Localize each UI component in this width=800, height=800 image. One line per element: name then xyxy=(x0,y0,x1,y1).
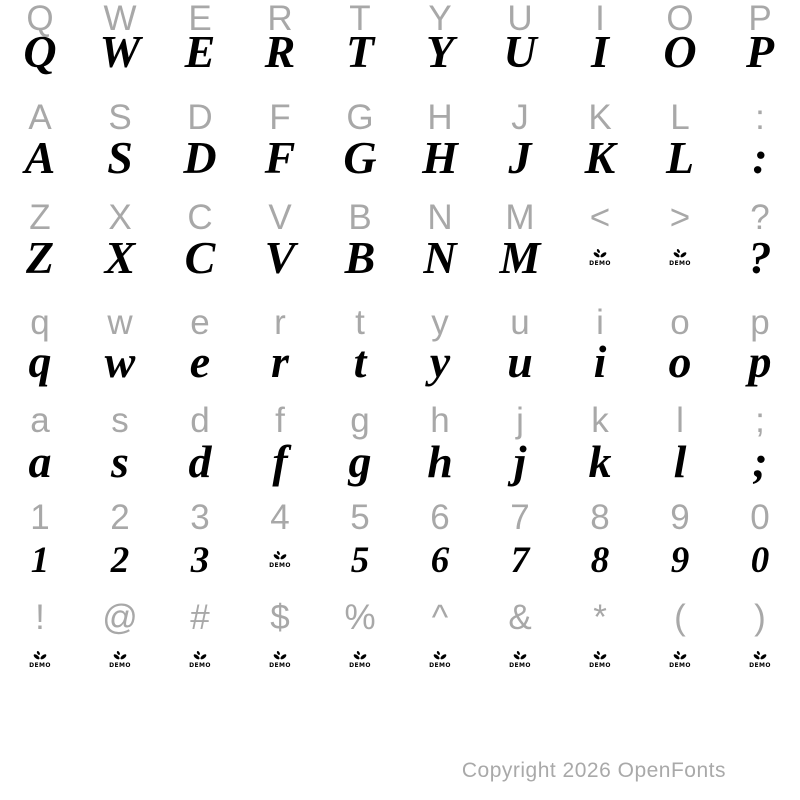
reference-glyph-t: t xyxy=(355,302,365,342)
reference-glyph-:: : xyxy=(755,97,765,137)
demo-glyph xyxy=(720,642,800,678)
script-glyph-t: t xyxy=(353,336,367,387)
reference-glyph-M: M xyxy=(505,197,535,237)
demo-glyph xyxy=(640,230,720,286)
demo-label: DEMO xyxy=(429,662,451,669)
demo-label: DEMO xyxy=(669,260,691,267)
script-glyph-T: T xyxy=(345,26,375,77)
script-glyph-e: e xyxy=(189,336,211,387)
demo-glyph-stack xyxy=(269,651,291,669)
script-glyph-k: k xyxy=(588,436,612,487)
lower-row1-script xyxy=(0,334,800,390)
demo-ornament-icon xyxy=(272,651,288,661)
reference-glyph-j: j xyxy=(516,400,524,440)
demo-label: DEMO xyxy=(269,562,291,569)
reference-glyph-E: E xyxy=(188,0,212,38)
reference-glyph-B: B xyxy=(348,197,372,237)
reference-glyph-%: % xyxy=(344,597,376,637)
reference-glyph-u: u xyxy=(510,302,530,342)
script-glyph-y: y xyxy=(429,336,451,387)
demo-ornament-icon xyxy=(192,651,208,661)
lower-row2-reference xyxy=(0,402,800,438)
script-glyph-I: I xyxy=(591,26,609,77)
reference-glyph-D: D xyxy=(187,97,213,137)
script-glyph-L: L xyxy=(665,132,695,183)
reference-glyph-G: G xyxy=(346,97,374,137)
reference-glyph-i: i xyxy=(596,302,604,342)
script-glyph-i: i xyxy=(593,336,607,387)
demo-ornament-icon xyxy=(272,551,288,561)
reference-glyph-2: 2 xyxy=(110,497,130,537)
demo-label: DEMO xyxy=(589,662,611,669)
reference-glyph-Q: Q xyxy=(26,0,54,38)
reference-glyph-;: ; xyxy=(755,400,765,440)
demo-ornament-icon xyxy=(512,651,528,661)
demo-glyph-stack xyxy=(349,651,371,669)
demo-glyph xyxy=(560,230,640,286)
reference-glyph-a: a xyxy=(30,400,50,440)
reference-glyph-$: $ xyxy=(270,597,290,637)
script-glyph-M: M xyxy=(499,232,541,283)
script-glyph-9: 9 xyxy=(670,539,690,581)
reference-glyph-8: 8 xyxy=(590,497,610,537)
demo-glyph-stack xyxy=(749,651,771,669)
demo-ornament-icon xyxy=(672,651,688,661)
symbols-script-demo xyxy=(0,642,800,678)
reference-glyph-T: T xyxy=(349,0,371,38)
script-glyph-U: U xyxy=(503,26,537,77)
script-glyph-:: : xyxy=(752,132,768,183)
reference-glyph-g: g xyxy=(350,400,370,440)
script-glyph-;: ; xyxy=(752,436,768,487)
reference-glyph-9: 9 xyxy=(670,497,690,537)
demo-glyph-stack xyxy=(269,551,291,569)
reference-glyph-*: * xyxy=(593,597,607,637)
reference-glyph-): ) xyxy=(754,597,766,637)
script-glyph-K: K xyxy=(584,132,616,183)
demo-glyph-stack xyxy=(589,249,611,267)
script-glyph-o: o xyxy=(668,336,692,387)
reference-glyph-p: p xyxy=(750,302,770,342)
script-glyph-a: a xyxy=(28,436,52,487)
reference-glyph-5: 5 xyxy=(350,497,370,537)
reference-glyph-C: C xyxy=(187,197,213,237)
demo-ornament-icon xyxy=(592,249,608,259)
demo-label: DEMO xyxy=(589,260,611,267)
script-glyph-p: p xyxy=(748,336,772,387)
script-glyph-H: H xyxy=(422,132,458,183)
demo-label: DEMO xyxy=(349,662,371,669)
demo-ornament-icon xyxy=(592,651,608,661)
script-glyph-h: h xyxy=(427,436,453,487)
script-glyph-Y: Y xyxy=(425,26,455,77)
reference-glyph-f: f xyxy=(275,400,285,440)
reference-glyph-l: l xyxy=(676,400,684,440)
reference-glyph-O: O xyxy=(666,0,694,38)
demo-label: DEMO xyxy=(189,662,211,669)
reference-glyph-S: S xyxy=(108,97,132,137)
script-glyph-O: O xyxy=(663,26,697,77)
demo-ornament-icon xyxy=(432,651,448,661)
demo-glyph xyxy=(160,642,240,678)
reference-glyph-!: ! xyxy=(35,597,45,637)
reference-glyph-^: ^ xyxy=(431,597,449,637)
reference-glyph-F: F xyxy=(269,97,291,137)
demo-label: DEMO xyxy=(109,662,131,669)
reference-glyph-U: U xyxy=(507,0,533,38)
reference-glyph-w: w xyxy=(107,302,133,342)
symbols-reference xyxy=(0,599,800,635)
script-glyph-6: 6 xyxy=(430,539,450,581)
demo-label: DEMO xyxy=(29,662,51,669)
reference-glyph-r: r xyxy=(274,302,286,342)
script-glyph-j: j xyxy=(513,436,527,487)
demo-glyph xyxy=(560,642,640,678)
script-glyph-Q: Q xyxy=(23,26,57,77)
demo-glyph-stack xyxy=(429,651,451,669)
reference-glyph-K: K xyxy=(588,97,612,137)
reference-glyph-I: I xyxy=(595,0,605,38)
reference-glyph->: > xyxy=(669,197,691,237)
script-glyph-u: u xyxy=(507,336,533,387)
reference-glyph-h: h xyxy=(430,400,450,440)
script-glyph-S: S xyxy=(107,132,133,183)
digits-reference xyxy=(0,499,800,535)
reference-glyph-3: 3 xyxy=(190,497,210,537)
script-glyph-q: q xyxy=(28,336,52,387)
reference-glyph-4: 4 xyxy=(270,497,290,537)
demo-glyph-stack xyxy=(509,651,531,669)
reference-glyph-R: R xyxy=(267,0,293,38)
reference-glyph-<: < xyxy=(589,197,611,237)
demo-glyph-stack xyxy=(109,651,131,669)
demo-glyph xyxy=(480,642,560,678)
reference-glyph-Y: Y xyxy=(428,0,452,38)
reference-glyph-J: J xyxy=(511,97,529,137)
caps-row3-script xyxy=(0,230,800,286)
reference-glyph-k: k xyxy=(591,400,609,440)
demo-ornament-icon xyxy=(672,249,688,259)
script-glyph-W: W xyxy=(99,26,141,77)
reference-glyph-q: q xyxy=(30,302,50,342)
demo-glyph-stack xyxy=(669,249,691,267)
reference-glyph-X: X xyxy=(108,197,132,237)
digits-script xyxy=(0,532,800,588)
reference-glyph-(: ( xyxy=(674,597,686,637)
reference-glyph-&: & xyxy=(508,597,532,637)
demo-glyph xyxy=(240,642,320,678)
demo-glyph-stack xyxy=(189,651,211,669)
script-glyph-A: A xyxy=(24,132,56,183)
script-glyph-Z: Z xyxy=(25,232,55,283)
demo-glyph xyxy=(80,642,160,678)
reference-glyph-7: 7 xyxy=(510,497,530,537)
script-glyph-R: R xyxy=(264,26,296,77)
script-glyph-V: V xyxy=(264,232,296,283)
reference-glyph-1: 1 xyxy=(30,497,50,537)
reference-glyph-#: # xyxy=(190,597,210,637)
demo-label: DEMO xyxy=(269,662,291,669)
reference-glyph-y: y xyxy=(431,302,449,342)
caps-row1-script xyxy=(0,24,800,80)
reference-glyph-0: 0 xyxy=(750,497,770,537)
lower-row2-script xyxy=(0,434,800,490)
demo-glyph xyxy=(640,642,720,678)
demo-glyph xyxy=(0,642,80,678)
caps-row2-script xyxy=(0,130,800,186)
script-glyph-P: P xyxy=(745,26,775,77)
script-glyph-2: 2 xyxy=(110,539,130,581)
reference-glyph-@: @ xyxy=(102,597,138,637)
demo-label: DEMO xyxy=(669,662,691,669)
script-glyph-g: g xyxy=(348,436,372,487)
demo-ornament-icon xyxy=(112,651,128,661)
reference-glyph-P: P xyxy=(748,0,772,38)
script-glyph-0: 0 xyxy=(750,539,770,581)
reference-glyph-N: N xyxy=(427,197,453,237)
script-glyph-N: N xyxy=(423,232,457,283)
demo-glyph-stack xyxy=(589,651,611,669)
demo-glyph xyxy=(320,642,400,678)
reference-glyph-W: W xyxy=(103,0,137,38)
script-glyph-X: X xyxy=(104,232,136,283)
demo-ornament-icon xyxy=(752,651,768,661)
script-glyph-B: B xyxy=(344,232,376,283)
demo-ornament-icon xyxy=(352,651,368,661)
copyright-notice: Copyright 2026 OpenFonts xyxy=(461,759,726,782)
script-glyph-F: F xyxy=(264,132,296,183)
reference-glyph-o: o xyxy=(670,302,690,342)
demo-ornament-icon xyxy=(32,651,48,661)
script-glyph-7: 7 xyxy=(510,539,530,581)
script-glyph-3: 3 xyxy=(190,539,210,581)
demo-glyph xyxy=(240,532,320,588)
reference-glyph-A: A xyxy=(28,97,52,137)
script-glyph-E: E xyxy=(184,26,216,77)
demo-glyph-stack xyxy=(29,651,51,669)
script-glyph-w: w xyxy=(104,336,136,387)
reference-glyph-H: H xyxy=(427,97,453,137)
script-glyph-d: d xyxy=(188,436,212,487)
reference-glyph-V: V xyxy=(268,197,292,237)
script-glyph-D: D xyxy=(183,132,217,183)
reference-glyph-L: L xyxy=(670,97,690,137)
reference-glyph-Z: Z xyxy=(29,197,51,237)
script-glyph-5: 5 xyxy=(350,539,370,581)
script-glyph-1: 1 xyxy=(30,539,50,581)
reference-glyph-?: ? xyxy=(750,197,770,237)
script-glyph-f: f xyxy=(272,436,288,487)
script-glyph-s: s xyxy=(111,436,129,487)
script-glyph-?: ? xyxy=(748,232,772,283)
reference-glyph-d: d xyxy=(190,400,210,440)
script-glyph-8: 8 xyxy=(590,539,610,581)
reference-glyph-s: s xyxy=(111,400,129,440)
demo-glyph-stack xyxy=(669,651,691,669)
reference-glyph-6: 6 xyxy=(430,497,450,537)
demo-glyph xyxy=(400,642,480,678)
script-glyph-C: C xyxy=(184,232,216,283)
reference-glyph-e: e xyxy=(190,302,210,342)
demo-label: DEMO xyxy=(749,662,771,669)
demo-label: DEMO xyxy=(509,662,531,669)
script-glyph-r: r xyxy=(271,336,289,387)
script-glyph-G: G xyxy=(343,132,377,183)
script-glyph-l: l xyxy=(673,436,687,487)
script-glyph-J: J xyxy=(508,132,532,183)
